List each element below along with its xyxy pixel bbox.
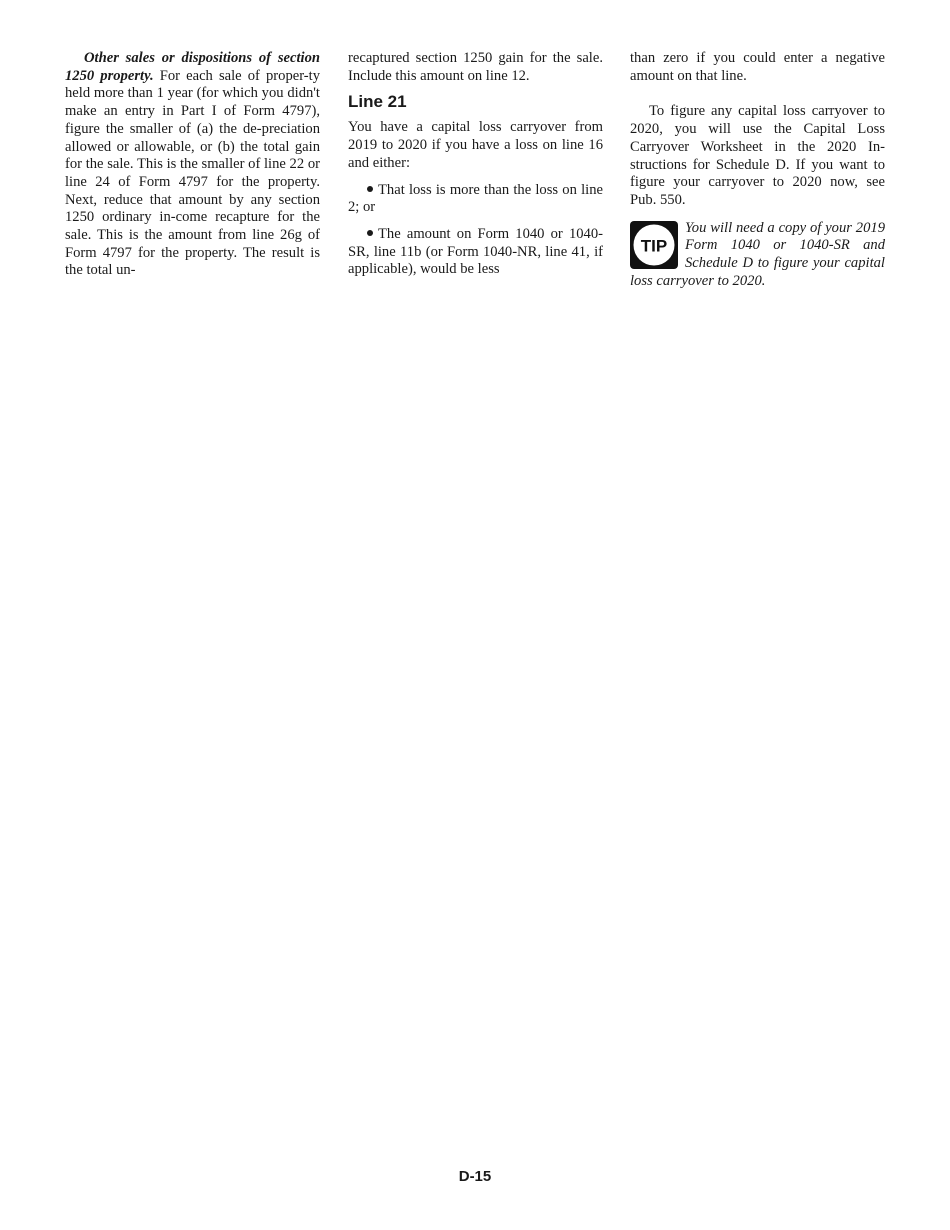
section-1250-paragraph [65,50,320,280]
section-1250-continuation: recaptured section 1250 gain for the sale. Include this amount on line 12. [348,50,603,84]
bullet-icon [367,230,373,236]
tip-label: TIP [640,236,668,256]
bullet-continuation: than zero if you could enter a negative amount on that line. [630,50,885,84]
bullet-text: The amount on Form 1040 or 1040-SR, line 11b (or Form 1040-NR, line 41, if applicable), would be less [348,225,603,278]
section-1250-lead-heading: Other sales or dispositions of section 1250 property. [65,50,320,84]
bullet-text: That loss is more than the loss on line 2; or [348,181,603,216]
tip-text: You will need a copy of your 2019 Form 1040 or 1040-SR and Schedule D to figure your capital loss carryover to 2020. [630,219,885,289]
tip-box [630,220,885,291]
column-right [630,50,885,290]
bullet-icon [367,186,373,192]
bullet-item [348,226,603,279]
line-21-heading: Line 21 [348,92,407,112]
carryover-paragraph: To figure any capital loss carryover to 2020, you will use the Capital Loss Carryover Worksheet in the 2020 In-structions for Schedule D. If you want to figure your carryover to 2020 now, see Pub. 550. [630,103,885,208]
line-21-intro: You have a capital loss carryover from 2019 to 2020 if you have a loss on line 16 and either: [348,119,603,171]
bullet-item [348,182,603,217]
page-number: D-15 [458,1168,492,1185]
tip-icon [630,221,678,269]
section-1250-body-text: For each sale of proper-ty held more than 1 year (for which you didn't make an entry in Part I of Form 4797), figure the smaller of (a) the de-preciation allowed or allowable, or (b) the total gain for the sale. This is the smaller of line 22 or line 24 of Form 4797 for the property. Next, reduce that amount by any section 1250 ordinary in-come recapture for the sale. This is the amount from line 26g of Form 4797 for the property. The result is the total un- [65,67,320,279]
column-middle [348,50,603,279]
tip-badge-graphic [630,221,678,269]
column-left [65,50,320,280]
